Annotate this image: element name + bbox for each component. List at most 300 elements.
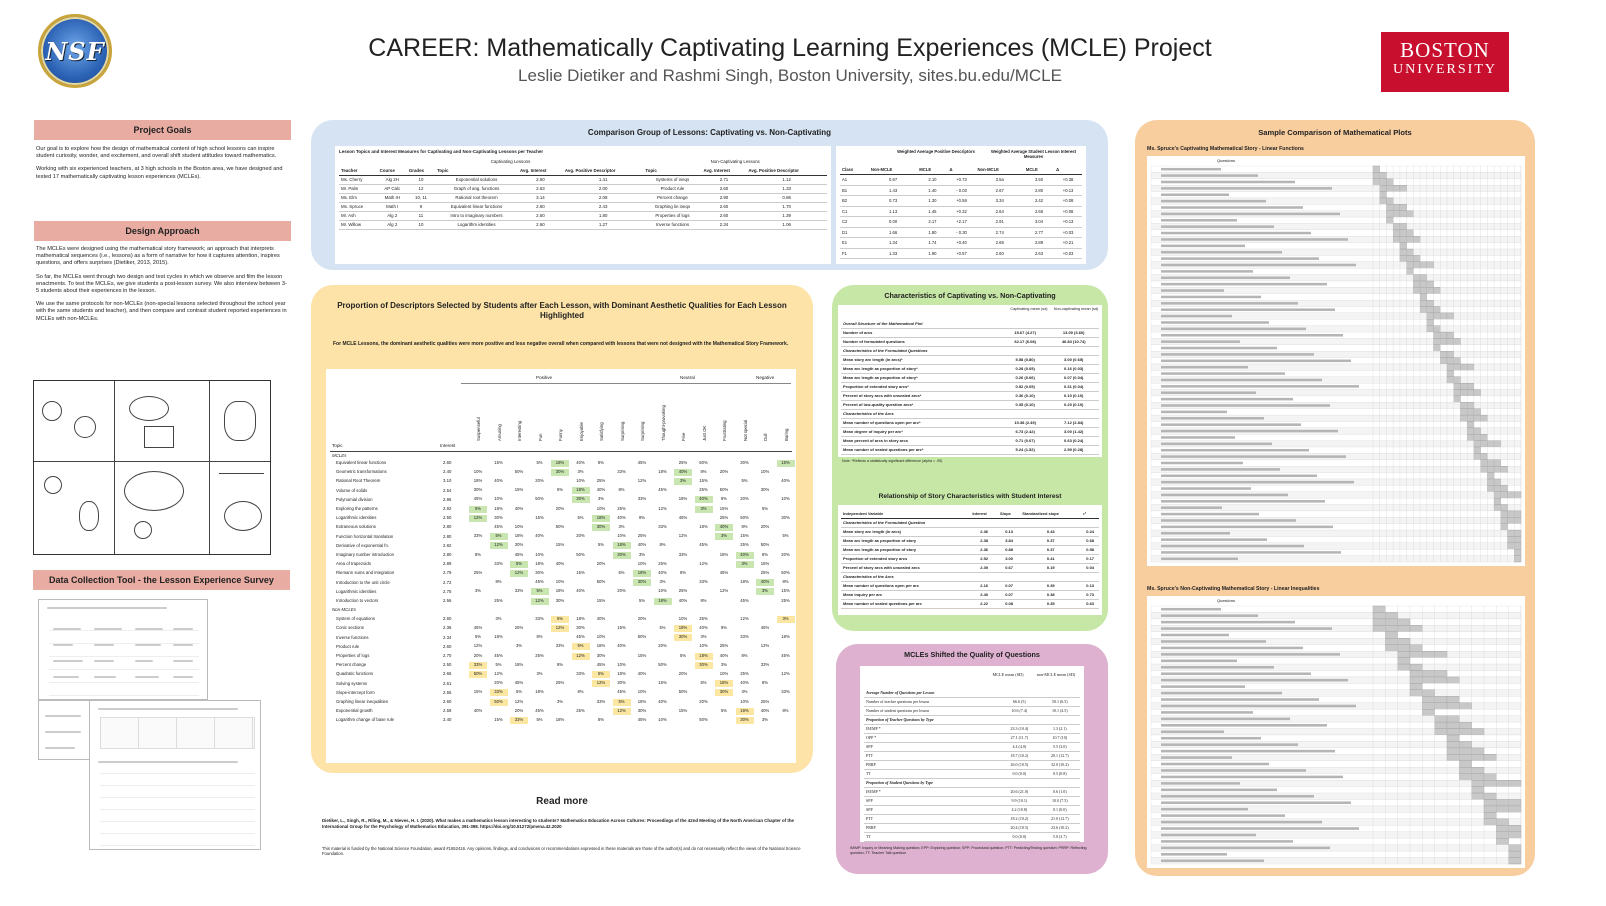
cmp-cell: 10, 11	[407, 193, 435, 202]
proportion-cell: 8%	[782, 707, 789, 713]
proportion-topic: Solving systems	[336, 680, 368, 686]
char-cell: 0.71 (0.07)	[1002, 436, 1049, 445]
rel-cell: 0.37	[1020, 536, 1081, 545]
proportion-interest: 2.80	[443, 533, 452, 539]
survey-heading: Data Collection Tool - the Lesson Experience Survey	[33, 570, 290, 590]
plot-arc-cell	[1447, 748, 1459, 754]
plot-arc-cell	[1459, 741, 1471, 747]
cmp-group-noncaptivating: Non-Captivating Lessons	[710, 159, 760, 164]
side-cell: D1	[840, 227, 869, 238]
char-row	[841, 337, 1099, 346]
shift-cell: 50.1 (6.5)	[1040, 697, 1080, 706]
proportion-cell: 15%	[777, 460, 795, 467]
plot-arc-cell	[1474, 428, 1481, 434]
rel-cell: Proportion of extended story arcs	[841, 554, 970, 563]
proportion-cell: 5%	[597, 542, 605, 548]
proportion-cell: 30%	[535, 569, 544, 575]
cmp-header-cell: Avg. Positive Descriptor	[563, 166, 644, 175]
lesson-topics-table	[335, 146, 831, 264]
proportion-cell: 3%	[515, 643, 523, 649]
cmp-cell: Ms. Cherry	[339, 175, 378, 184]
proportion-cell: 20%	[719, 468, 729, 474]
proportion-interest: 2.55	[443, 689, 452, 695]
rel-cell	[970, 572, 998, 581]
side-cell: 1.30	[917, 196, 947, 207]
proportion-cell: 18%	[535, 560, 544, 566]
plot-arc-cell	[1487, 479, 1494, 485]
plot-arc-cell	[1494, 492, 1501, 498]
plot-question-text	[1161, 449, 1309, 452]
proportion-cell: 50%	[658, 661, 667, 667]
weighted-average-table	[836, 146, 1086, 264]
plot-arc-cell	[1380, 198, 1387, 204]
proportion-cell: 12%	[510, 570, 528, 577]
side-cell: 0.73	[869, 196, 917, 207]
proportion-cell: 12%	[490, 542, 508, 549]
proportion-cell: 30%	[617, 680, 626, 686]
cmp-cell: Exponential solutions	[435, 175, 518, 184]
rel-cell	[1020, 572, 1081, 581]
proportion-cell: 10%	[576, 477, 585, 483]
plot-question-text	[1161, 270, 1253, 273]
cmp-cell: Product rule	[643, 184, 701, 193]
proportion-cell: 25%	[617, 505, 626, 511]
plot-arc-cell	[1508, 530, 1515, 536]
plot-arc-cell	[1508, 492, 1515, 498]
cmp-header-cell: Topic	[435, 166, 518, 175]
proportion-cell: 25%	[576, 707, 585, 713]
proportion-interest: 2.40	[443, 469, 452, 475]
plot-question-text	[1161, 769, 1306, 772]
descriptor-column-label: Surprising	[640, 421, 645, 441]
cmp-cell: 2.90	[702, 193, 747, 202]
plot-arc-cell	[1400, 236, 1407, 242]
shift-cell: 10.1 (4.5)	[1040, 706, 1080, 715]
proportion-cell: 18%	[633, 570, 651, 577]
plot-arc-cell	[1481, 434, 1488, 440]
plot-arc-cell	[1467, 390, 1474, 396]
rel-cell: 0.07	[998, 581, 1020, 590]
shift-cell: 20.6 (21.0)	[999, 787, 1039, 796]
proportion-cell: 40%	[695, 496, 713, 503]
plot-arc-cell	[1496, 819, 1508, 825]
plot-arc-cell	[1385, 638, 1397, 644]
plot-arc-cell	[1422, 690, 1434, 696]
proportion-cell: 15%	[596, 597, 606, 603]
plot-question-text	[1161, 627, 1332, 630]
plot-question-text	[1161, 353, 1314, 356]
proportion-cell: 10%	[596, 505, 606, 511]
plot-question-text	[1161, 551, 1341, 554]
proportion-cell: 30%	[494, 514, 503, 520]
proportion-cell: 8%	[720, 624, 728, 630]
proportion-cell: 40%	[555, 560, 565, 566]
rel-header-cell: Standardized slope	[1020, 509, 1081, 518]
proportion-cell: 45%	[535, 707, 544, 713]
proportion-cell: 33%	[637, 496, 647, 502]
plot-arc-cell	[1380, 179, 1387, 185]
char-cell: Mean number of sealed questions per arc*	[841, 445, 1002, 454]
plot-question-text	[1161, 436, 1235, 439]
side-cell: 2.89	[1024, 238, 1054, 249]
plot-question-text	[1161, 474, 1317, 477]
rel-cell: 3.00	[998, 554, 1020, 563]
proportion-cell: 40%	[576, 459, 585, 465]
proportion-topic: Introduction to the unit circle	[336, 579, 390, 585]
proportion-cell: 18%	[494, 634, 503, 640]
shift-row	[864, 787, 1080, 796]
side-cell: +0.08	[1054, 206, 1082, 217]
cmp-header-cell: Avg. Positive Descriptor	[746, 166, 827, 175]
side-cell: C1	[840, 206, 869, 217]
rel-cell: 0.39	[1020, 581, 1081, 590]
plot-question-text	[1161, 257, 1319, 260]
rel-header-cell: Independent Variable	[841, 509, 970, 518]
plot-question-text	[1161, 814, 1285, 817]
plot-question-text	[1161, 174, 1258, 177]
rel-header-row	[841, 509, 1099, 518]
plot-question-text	[1161, 821, 1322, 824]
char-row	[841, 364, 1099, 373]
plot-arc-cell	[1481, 415, 1488, 421]
rel-header-cell: r²	[1081, 509, 1099, 518]
cmp-cell: 2.34	[702, 220, 747, 229]
side-cell: +0.73	[948, 175, 976, 186]
plot-arc-cell	[1435, 671, 1447, 677]
proportion-cell: 5%	[536, 459, 543, 465]
proportion-topic: Rational Root Theorem	[336, 478, 381, 484]
rel-row	[841, 563, 1099, 572]
proportion-cell: 33%	[699, 579, 708, 585]
cmp-cell: 2.63	[518, 184, 563, 193]
proportion-cell: 25%	[699, 615, 708, 621]
char-cell: 0.20 (0.10)	[1048, 400, 1099, 409]
plot-arc-cell	[1454, 377, 1461, 383]
cmp-cell: 11	[407, 211, 435, 220]
plot-arc-cell	[1400, 185, 1407, 191]
cmp-cell: 2.60	[702, 184, 747, 193]
proportion-cell: 10%	[781, 496, 790, 502]
char-cell: Mean arc length as proportion of story*	[841, 373, 1002, 382]
char-cell: 2.59 (0.28)	[1048, 445, 1099, 454]
plot-question-text	[1161, 411, 1227, 414]
proportion-cell: 40%	[658, 569, 667, 575]
plot-question-text	[1161, 506, 1222, 509]
plot-arc-cell	[1400, 230, 1407, 236]
plot-arc-cell	[1420, 275, 1427, 281]
plot-question-text	[1161, 455, 1346, 458]
design-paragraph-3: We use the same protocols for non-MCLEs (non-special lessons selected throughout the school year with the same students and teacher), and then compare and contrast student reported experiences in MCLEs with non-MCLEs.	[36, 301, 287, 322]
char-cell: Characteristics of the Formulated Questions	[841, 346, 1002, 355]
proportion-cell: 25%	[740, 542, 749, 548]
plot-arc-cell	[1393, 223, 1400, 229]
descriptor-column-label: Funny	[558, 429, 563, 441]
plot-arc-cell	[1400, 255, 1407, 261]
plot-arc-cell	[1496, 800, 1508, 806]
rel-header-cell: Slope	[998, 509, 1020, 518]
plot-arc-cell	[1509, 800, 1521, 806]
cmp-cell: Systems of ineqs	[643, 175, 701, 184]
proportion-cell: 5%	[613, 699, 631, 706]
plot-arc-cell	[1514, 556, 1521, 562]
design-text	[36, 246, 290, 323]
plot-arc-cell	[1508, 543, 1515, 549]
plot-arc-cell	[1422, 677, 1434, 683]
plot-question-text	[1161, 404, 1330, 407]
proportion-cell: 40%	[781, 477, 790, 483]
plot-arc-cell	[1467, 415, 1474, 421]
cmp-header-row	[339, 166, 827, 175]
shift-cell: PTT	[864, 751, 999, 760]
char-cell: 46.83 (10.74)	[1048, 337, 1099, 346]
plot-arc-cell	[1385, 625, 1397, 631]
descriptor-column-label: Fun	[537, 433, 543, 441]
bu-logo-line2: UNIVERSITY	[1393, 62, 1497, 77]
plot-question-text	[1161, 468, 1280, 471]
char-cell: 0.63 (0.24)	[1048, 436, 1099, 445]
rel-row	[841, 554, 1099, 563]
cmp-row	[339, 202, 827, 211]
proportion-cell: 18%	[514, 533, 524, 539]
plot-arc-cell	[1487, 473, 1494, 479]
plot-question-text	[1161, 763, 1269, 766]
proportion-cell: 10%	[637, 560, 647, 566]
proportion-interest: 2.72	[443, 579, 452, 585]
plot-arc-cell	[1385, 619, 1397, 625]
plot-arc-cell	[1386, 179, 1393, 185]
proportion-cell: 10%	[760, 468, 770, 474]
proportion-cell: 10%	[494, 496, 503, 502]
rel-cell: 0.24	[1081, 527, 1099, 536]
plot-arc-cell	[1472, 780, 1484, 786]
rel-cell: Mean inquiry per arc	[841, 590, 970, 599]
proportion-cell: 33%	[576, 670, 585, 676]
proportion-cell: 5%	[761, 505, 769, 511]
side-row	[840, 238, 1082, 249]
proportion-cell: 12%	[592, 680, 610, 687]
proportion-cell: 40%	[637, 542, 647, 548]
proportion-cell: 3%	[536, 670, 543, 676]
side-row	[840, 217, 1082, 228]
proportion-cell: 12%	[719, 588, 729, 594]
shift-cell: PTT	[864, 814, 999, 823]
plot-arc-cell	[1413, 287, 1420, 293]
proportion-cell: 10%	[658, 588, 667, 594]
char-cell: Mean percent of arcs in story arcs	[841, 436, 1002, 445]
side-cell: 3.5a	[976, 175, 1024, 186]
proportion-topic: System of equations	[336, 616, 375, 622]
proportion-cell: 5%	[782, 533, 789, 539]
design-paragraph-2: So far, the MCLEs went through two design and test cycles in which we observe and film the lesson enactments. To test the MCLEs, we give students a post-lesson survey. We also interview between 3-5 students about their experiences in the lesson.	[36, 273, 287, 295]
proportion-cell: 10%	[658, 716, 667, 722]
plot-arc-cell	[1427, 326, 1434, 332]
descriptor-column-label: Amusing	[496, 424, 502, 441]
plot-arc-cell	[1501, 466, 1508, 472]
char-row	[841, 346, 1099, 355]
proportion-cell: 10%	[473, 468, 483, 474]
plot-arc-cell	[1459, 722, 1471, 728]
proportion-cell: 20%	[760, 523, 770, 529]
proportion-topic: Extraneous solutions	[336, 524, 376, 530]
plot-arc-cell	[1413, 262, 1420, 268]
plot-question-text	[1161, 743, 1298, 746]
char-cell: 15.67 (4.27)	[1002, 328, 1049, 337]
proportion-cell: 3%	[756, 588, 774, 595]
proportion-cell: 25%	[699, 487, 708, 493]
rel-cell: 0.88	[998, 545, 1020, 554]
proportion-cell: 12%	[551, 625, 569, 632]
plot-arc-cell	[1427, 319, 1434, 325]
side-header-interest: Weighted Average Student Lesson Interest Measures	[990, 149, 1076, 159]
cmp-cell: 1.06	[746, 220, 827, 229]
proportion-interest: 2.61	[443, 680, 452, 686]
proportion-cell: 18%	[576, 615, 585, 621]
proportion-panel	[311, 285, 813, 773]
rel-cell: Mean number of sealed questions per arc	[841, 599, 970, 608]
proportion-cell: 25%	[781, 597, 790, 603]
proportion-cell: 40%	[719, 652, 729, 658]
proportion-cell: 20%	[576, 533, 585, 539]
proportion-cell: 8%	[761, 680, 769, 686]
goals-paragraph-2: Working with six experienced teachers, at 3 high schools in the Boston area, we have designed and tested 17 mathematically captivating lesson experiences (MCLEs).	[36, 166, 283, 180]
proportion-topic: Function horizontal translation	[336, 533, 394, 539]
plot-question-text	[1161, 481, 1354, 484]
proportion-cell: 20%	[514, 707, 524, 713]
proportion-cell: 18%	[736, 708, 754, 715]
plot-captivating-svg	[1147, 156, 1525, 566]
side-cell: +0.13	[1054, 185, 1082, 196]
proportion-interest: 2.60	[443, 616, 452, 622]
rel-cell: 0.04	[1081, 563, 1099, 572]
side-cell: 1.74	[917, 238, 947, 249]
proportion-cell: 8%	[577, 689, 584, 695]
proportion-interest: 2.50	[443, 515, 452, 521]
cmp-cell: Intro to imaginary numbers	[435, 211, 518, 220]
side-cell: 1.90	[917, 248, 947, 259]
plot-arc-cell	[1434, 326, 1441, 332]
plot-arc-cell	[1434, 332, 1441, 338]
proportion-cell: 8%	[618, 487, 625, 493]
shift-row	[864, 715, 1080, 724]
proportion-interest: 2.70	[443, 653, 452, 658]
plot-arc-cell	[1509, 845, 1521, 851]
proportion-cell: 8%	[679, 569, 687, 575]
plot-question-text	[1161, 718, 1290, 721]
bu-logo-line1: BOSTON	[1400, 38, 1490, 62]
proportion-cell: 18%	[596, 643, 606, 649]
proportion-cell: 40%	[596, 615, 606, 621]
proportion-cell: 15%	[637, 652, 647, 658]
plot-arc-cell	[1472, 767, 1484, 773]
plot-arc-cell	[1440, 332, 1447, 338]
plot-arc-cell	[1508, 517, 1515, 523]
plot-arc-cell	[1472, 729, 1484, 735]
shift-cell: 0.1 (0.0)	[1040, 805, 1080, 814]
side-cell: 3.50	[1024, 175, 1054, 186]
descriptor-column-label: Interesting	[517, 420, 522, 441]
char-row	[841, 427, 1099, 436]
rel-row	[841, 518, 1099, 527]
side-cell: 1.33	[869, 248, 917, 259]
char-row	[841, 436, 1099, 445]
plot-question-text	[1161, 545, 1304, 548]
proportion-cell: 45%	[740, 597, 749, 603]
rel-row	[841, 536, 1099, 545]
shift-cell: 20.4 (10.5)	[999, 823, 1039, 832]
plot-arc-cell	[1398, 645, 1410, 651]
plot-arc-cell	[1373, 606, 1385, 612]
proportion-interest: 2.75	[443, 588, 452, 594]
proportion-cell: 18%	[473, 477, 483, 483]
proportion-interest: 2.56	[443, 598, 452, 603]
proportion-cell: 50%	[490, 699, 508, 706]
proportion-cell: 30%	[592, 524, 610, 531]
shift-row	[864, 805, 1080, 814]
plot-arc-cell	[1459, 748, 1471, 754]
read-more-citation[interactable]: Dietiker, L., Singh, R., Riling, M., & Nieves, H. I. (2020). What makes a mathematics lesson interesting to students? Mathematics Education Across Cultures: Proceedings of the 42nd Meeting of the North American Chapter of the International Group for the Psychology of Mathematics Education, 391-398. https://doi.org/10.51272/pmena.42.2020	[322, 818, 795, 829]
plot-question-text	[1161, 660, 1237, 663]
plot-question-text	[1161, 756, 1232, 759]
plot-arc-cell	[1487, 466, 1494, 472]
proportion-cell: 18%	[699, 523, 708, 529]
cmp-cell: 2.60	[518, 220, 563, 229]
cmp-cell: 12	[407, 184, 435, 193]
descriptor-column-label: Thought-provoking	[660, 405, 666, 441]
proportion-topic: Equivalent linear functions	[336, 460, 387, 465]
plot-question-text	[1161, 391, 1256, 394]
proportion-cell: 45%	[473, 624, 483, 630]
plot-arc-cell	[1440, 338, 1447, 344]
plot-arc-cell	[1380, 185, 1387, 191]
proportion-cell: 3%	[638, 551, 646, 557]
plot-arc-cell	[1373, 179, 1380, 185]
rel-cell: 2.36	[970, 527, 998, 536]
plot-arc-cell	[1440, 351, 1447, 357]
char-col-captivating: Captivating mean (sd)	[1010, 307, 1048, 311]
side-row	[840, 185, 1082, 196]
rel-cell: Mean story arc length (in arcs)	[841, 527, 970, 536]
plot-arc-cell	[1509, 858, 1521, 864]
side-cell: +0.32	[948, 206, 976, 217]
plot-arc-cell	[1422, 709, 1434, 715]
side-cell: 2.77	[1024, 227, 1054, 238]
proportion-cell: 45%	[494, 523, 503, 529]
proportion-cell: 40%	[756, 579, 774, 586]
survey-page-1-image	[38, 599, 208, 700]
side-header-cell: Non-MCLE	[869, 164, 917, 175]
rel-cell: Mean arc length as proportion of story	[841, 536, 970, 545]
proportion-cell: 40%	[760, 707, 770, 713]
proportion-cell: 45%	[535, 579, 544, 585]
rel-cell	[998, 518, 1020, 527]
plot-arc-cell	[1484, 806, 1496, 812]
proportion-cell: 30%	[760, 487, 770, 493]
plot-arc-cell	[1454, 390, 1461, 396]
shift-cell	[999, 778, 1039, 787]
proportion-cell: 12%	[572, 653, 590, 660]
plot-arc-cell	[1460, 390, 1467, 396]
plot-arc-cell	[1472, 793, 1484, 799]
proportion-cell: 5%	[474, 634, 482, 640]
side-cell: B2	[840, 196, 869, 207]
descriptor-column-label: Boring	[783, 428, 789, 441]
plot-question-text	[1161, 302, 1298, 305]
side-cell: F1	[840, 248, 869, 259]
plot-question-text	[1161, 859, 1264, 862]
shift-cell: IM/MP *	[864, 787, 999, 796]
plot-arc-cell	[1373, 619, 1385, 625]
plot-question-text	[1161, 264, 1356, 267]
